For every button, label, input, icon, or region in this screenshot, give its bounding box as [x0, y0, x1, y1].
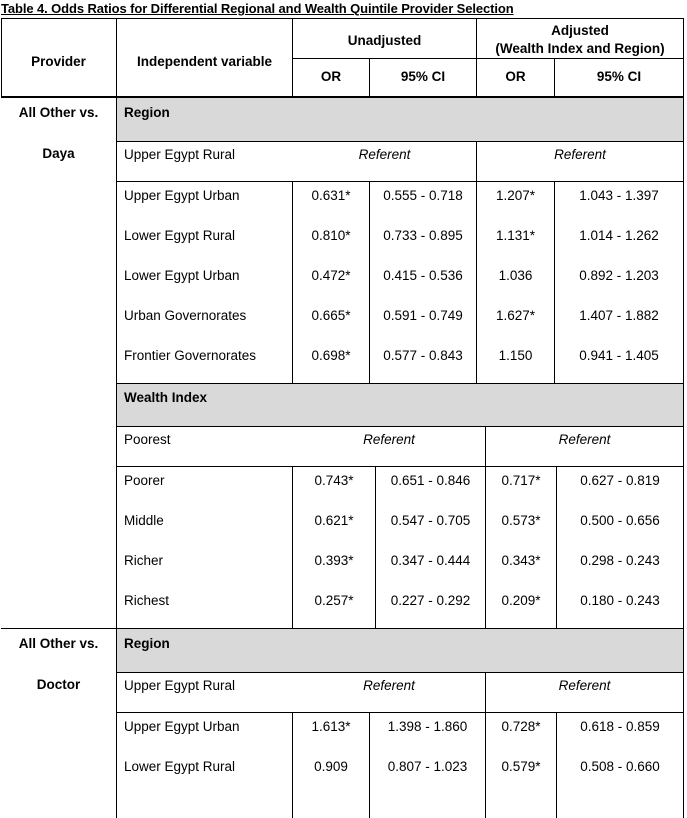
section-header-wealth-index: Wealth Index: [124, 390, 208, 405]
ci-unadjusted: 0.591 - 0.749: [383, 308, 463, 323]
section-header-region: Region: [124, 636, 170, 651]
or-unadjusted: 0.621*: [314, 513, 354, 528]
row-label: Poorer: [124, 473, 165, 488]
rule-r2: [116, 181, 684, 182]
ci-unadjusted: 0.347 - 0.444: [390, 553, 471, 568]
or-adjusted: 1.036: [498, 268, 533, 283]
row-label: Upper Egypt Rural: [124, 678, 236, 693]
ci-unadjusted: 0.547 - 0.705: [390, 513, 471, 528]
or-adjusted: 0.573*: [501, 513, 541, 528]
row-label: Middle: [124, 513, 164, 528]
or-adjusted: 1.627*: [495, 308, 536, 323]
rule-r6: [116, 672, 684, 673]
or-unadjusted: 0.472*: [311, 268, 351, 283]
or-unadjusted: 0.665*: [311, 308, 351, 323]
header-adjusted: Adjusted: [551, 23, 609, 38]
or-adjusted: 1.131*: [495, 228, 536, 243]
header-ci-unadjusted: 95% CI: [400, 69, 446, 84]
rule-r4: [116, 426, 684, 427]
rule-r1: [116, 141, 684, 142]
or-adjusted: 0.717*: [501, 473, 541, 488]
ci-adjusted: 0.500 - 0.656: [580, 513, 660, 528]
or-unadjusted: 0.909: [314, 759, 348, 774]
ci-unadjusted: 0.733 - 0.895: [383, 228, 463, 243]
provider-label-daya-name: Daya: [42, 146, 75, 161]
referent-adjusted: Referent: [554, 147, 606, 162]
header-or-adjusted: OR: [505, 69, 526, 84]
rule-r5: [116, 466, 684, 467]
ci-adjusted: 0.627 - 0.819: [580, 473, 660, 488]
header-provider: Provider: [31, 54, 86, 69]
rule-group-divider: [1, 628, 684, 629]
ci-adjusted: 0.298 - 0.243: [580, 553, 660, 568]
row-label: Lower Egypt Rural: [124, 228, 236, 243]
referent-adjusted: Referent: [558, 678, 611, 693]
row-label: Upper Egypt Urban: [124, 188, 240, 203]
row-label: Urban Governorates: [124, 308, 247, 323]
ci-unadjusted: 0.227 - 0.292: [390, 593, 471, 608]
rule-variable-col: [292, 18, 293, 97]
or-unadjusted: 0.743*: [314, 473, 354, 488]
rule-right-edge: [683, 18, 684, 818]
or-adjusted: 0.579*: [501, 759, 541, 774]
row-label: Upper Egypt Rural: [124, 147, 236, 162]
or-adjusted: 0.343*: [501, 553, 541, 568]
or-unadjusted: 0.810*: [311, 228, 351, 243]
ci-unadjusted: 0.577 - 0.843: [383, 348, 463, 363]
ci-adjusted: 1.014 - 1.262: [579, 228, 659, 243]
odds-ratio-table: [1, 18, 684, 818]
ci-adjusted: 0.508 - 0.660: [580, 759, 660, 774]
or-adjusted: 1.150: [498, 348, 533, 363]
ci-adjusted: 0.892 - 1.203: [579, 268, 659, 283]
rule-adjusted-col: [476, 141, 477, 383]
row-label: Poorest: [124, 432, 171, 447]
header-ci-adjusted: 95% CI: [596, 69, 642, 84]
referent-adjusted: Referent: [558, 432, 611, 447]
ci-adjusted: 0.180 - 0.243: [580, 593, 660, 608]
row-label: Lower Egypt Rural: [124, 759, 236, 774]
row-label: Frontier Governorates: [124, 348, 257, 363]
ci-adjusted: 1.043 - 1.397: [579, 188, 659, 203]
referent-unadjusted: Referent: [363, 678, 415, 693]
ci-adjusted: 0.941 - 1.405: [579, 348, 659, 363]
row-label: Upper Egypt Urban: [124, 719, 240, 734]
or-unadjusted: 0.393*: [314, 553, 354, 568]
rule-header-bottom: [1, 96, 684, 98]
rule-r7: [116, 712, 684, 713]
region-header-bg-doctor: [116, 628, 684, 672]
or-adjusted: 0.728*: [501, 719, 541, 734]
rule-subheader: [292, 58, 684, 59]
or-adjusted: 0.209*: [501, 593, 541, 608]
header-adjusted-subtitle: (Wealth Index and Region): [495, 41, 665, 56]
table-title: Table 4. Odds Ratios for Differential Regional and Wealth Quintile Provider Selection: [1, 1, 514, 16]
rule-top: [1, 18, 684, 19]
referent-unadjusted: Referent: [363, 432, 415, 447]
row-label: Richer: [124, 553, 164, 568]
referent-unadjusted: Referent: [358, 147, 411, 162]
or-unadjusted: 0.698*: [311, 348, 351, 363]
or-unadjusted: 0.257*: [314, 593, 354, 608]
or-adjusted: 1.207*: [495, 188, 536, 203]
region-header-bg-daya: [116, 97, 684, 141]
rule-provider-col: [116, 18, 117, 818]
provider-label-doctor-name: Doctor: [36, 677, 81, 692]
provider-label-doctor: All Other vs.: [18, 636, 99, 651]
header-independent-variable: Independent variable: [136, 54, 273, 69]
row-label: Lower Egypt Urban: [124, 268, 240, 283]
or-unadjusted: 0.631*: [311, 188, 351, 203]
ci-unadjusted: 1.398 - 1.860: [387, 719, 468, 734]
rule-r3: [116, 383, 684, 384]
section-header-region: Region: [124, 105, 170, 120]
ci-unadjusted: 0.415 - 0.536: [383, 268, 463, 283]
ci-adjusted: 0.618 - 0.859: [580, 719, 660, 734]
provider-label-daya: All Other vs.: [18, 105, 99, 120]
ci-unadjusted: 0.651 - 0.846: [390, 473, 471, 488]
row-label: Richest: [124, 593, 170, 608]
ci-adjusted: 1.407 - 1.882: [579, 308, 659, 323]
header-or-unadjusted: OR: [320, 69, 342, 84]
ci-unadjusted: 0.807 - 1.023: [387, 759, 468, 774]
or-unadjusted: 1.613*: [311, 719, 351, 734]
ci-unadjusted: 0.555 - 0.718: [383, 188, 463, 203]
header-unadjusted: Unadjusted: [347, 33, 422, 48]
